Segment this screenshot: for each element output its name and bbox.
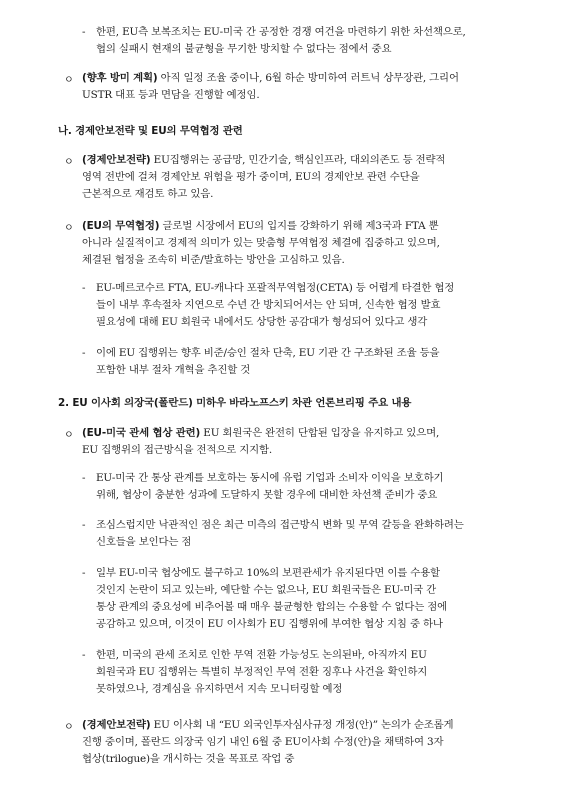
paragraph-line: 근본적으로 재검토 하고 있음. bbox=[82, 188, 214, 200]
paragraph-economic-security bbox=[82, 152, 445, 203]
dash-item-line: EU-미국 간 통상 관계를 보호하는 동시에 유럽 기업과 소비자 이익을 보호하기 bbox=[96, 472, 444, 484]
paragraph-line: 진행 중이며, 폴란드 의장국 임기 내인 6월 중 EU이사회 수정(안)을 채택하여 3자 bbox=[82, 736, 444, 748]
dash-bullet: - bbox=[82, 26, 86, 38]
circle-bullet: ㅇ bbox=[64, 722, 74, 733]
dash-item-retaliation bbox=[82, 24, 466, 58]
paragraph-lead: (경제안보전략) bbox=[82, 154, 151, 166]
paragraph-line: EU 회원국은 완전히 단합된 입장을 유지하고 있으며, bbox=[200, 427, 440, 439]
paragraph-line: 아니라 실질적이고 경제적 의미가 있는 맞춤형 무역협정 체결에 집중하고 있으며, bbox=[82, 237, 440, 249]
dash-bullet: - bbox=[82, 347, 86, 359]
paragraph-line: EU 이사회 내 “EU 외국인투자심사규정 개정(안)” 논의가 순조롭게 bbox=[150, 719, 454, 731]
circle-bullet: ㅇ bbox=[64, 430, 74, 441]
dash-bullet: - bbox=[82, 649, 86, 661]
dash-item-line: 조심스럽지만 낙관적인 점은 최근 미측의 접근방식 변화 및 무역 갈등을 완화하려는 bbox=[96, 519, 464, 531]
dash-item-line: EU-메르코수르 FTA, EU-캐나다 포괄적무역협정(CETA) 등 어렵게 타결한 협정 bbox=[96, 282, 455, 294]
dash-item-universal-tariff bbox=[82, 565, 447, 633]
dash-bullet: - bbox=[82, 567, 86, 579]
dash-item-line: 한편, 미국의 관세 조치로 인한 무역 전환 가능성도 논의된바, 아직까지 EU bbox=[96, 649, 427, 661]
paragraph-line: 협상(trilogue)을 개시하는 것을 목표로 작업 중 bbox=[82, 753, 295, 765]
dash-item-line: 통상 관계의 중요성에 비추어볼 때 매우 불균형한 합의는 수용할 수 없다는 점에 bbox=[96, 601, 448, 613]
dash-item-line: 일부 EU-미국 협상에도 불구하고 10%의 보편관세가 유지된다면 이를 수용할 bbox=[96, 567, 440, 579]
paragraph-lead: (경제안보전략) bbox=[82, 719, 151, 731]
circle-bullet: ㅇ bbox=[64, 223, 74, 234]
dash-item-line: 포함한 내부 절차 개혁을 추진할 것 bbox=[96, 364, 251, 376]
paragraph-line: 체결된 협정을 조속히 비준/발효하는 방안을 고심하고 있음. bbox=[82, 254, 345, 266]
dash-item-optimism bbox=[82, 517, 464, 551]
dash-item-line: 것인지 논란이 되고 있는바, 예단할 수는 없으나, EU 회원국들은 EU-미국 간 bbox=[96, 584, 437, 596]
dash-item-line: 필요성에 대해 EU 회원국 내에서도 상당한 공감대가 형성되어 있다고 생각 bbox=[96, 316, 428, 328]
dash-item-line: 이에 EU 집행위는 향후 비준/승인 절차 단축, EU 기관 간 구조화된 조율 등을 bbox=[96, 347, 440, 359]
dash-bullet: - bbox=[82, 282, 86, 294]
dash-item-line: 협의 실패시 현재의 불균형을 무기한 방치할 수 없다는 점에서 중요 bbox=[96, 43, 392, 55]
dash-bullet: - bbox=[82, 519, 86, 531]
dash-item-line: 위해, 협상이 충분한 성과에 도달하지 못할 경우에 대비한 차선책 준비가 중요 bbox=[96, 489, 438, 501]
dash-item-procedure-reform bbox=[82, 345, 439, 379]
dash-item-line: 회원국과 EU 집행위는 특별히 부정적인 무역 전환 징후나 사건을 확인하지 bbox=[96, 666, 428, 678]
dash-item-line: 들이 내부 후속절차 지연으로 수년 간 방치되어서는 안 되며, 신속한 협정 발효 bbox=[96, 299, 441, 311]
paragraph-visit-plan bbox=[82, 70, 459, 104]
circle-bullet: ㅇ bbox=[64, 157, 74, 168]
paragraph-line: 영역 전반에 걸쳐 경제안보 위험을 평가 중이며, EU의 경제안보 관련 수단을 bbox=[82, 171, 420, 183]
paragraph-lead: (향후 방미 계획) bbox=[82, 72, 158, 84]
dash-item-line: 공감하고 있으며, 이것이 EU 이사회가 EU 집행위에 부여한 협상 지침 중 하나 bbox=[96, 618, 443, 630]
dash-item-contingency bbox=[82, 470, 443, 504]
paragraph-line: EU집행위는 공급망, 민간기술, 핵심인프라, 대외의존도 등 전략적 bbox=[150, 154, 446, 166]
paragraph-tariff-negotiation bbox=[82, 425, 439, 459]
dash-item-ratification bbox=[82, 280, 454, 331]
dash-item-line: 한편, EU측 보복조치는 EU-미국 간 공정한 경쟁 여건을 마련하기 위한 차선책으로, bbox=[96, 26, 466, 38]
paragraph-line: USTR 대표 등과 면담을 진행할 예정임. bbox=[82, 89, 260, 101]
dash-item-line: 신호들을 보인다는 점 bbox=[96, 536, 192, 548]
section-heading-presidency-briefing: 2. EU 이사회 의장국(폴란드) 미하우 바라노프스키 차관 언론브리핑 주요 내용 bbox=[58, 397, 412, 409]
paragraph-line: 아직 일정 조율 중이나, 6월 하순 방미하여 러트닉 상무장관, 그리어 bbox=[157, 72, 459, 84]
paragraph-trade-agreements bbox=[82, 218, 440, 269]
paragraph-lead: (EU-미국 관세 협상 관련) bbox=[82, 427, 201, 439]
dash-bullet: - bbox=[82, 472, 86, 484]
paragraph-investment-screening bbox=[82, 717, 453, 768]
section-heading-economic-security: 나. 경제안보전략 및 EU의 무역협정 관련 bbox=[58, 125, 243, 137]
dash-item-line: 못하였으나, 경계심을 유지하면서 지속 모니터링할 예정 bbox=[96, 683, 343, 695]
dash-item-trade-diversion bbox=[82, 647, 427, 698]
paragraph-line: 글로벌 시장에서 EU의 입지를 강화하기 위해 제3국과 FTA 뿐 bbox=[159, 220, 439, 232]
circle-bullet: ㅇ bbox=[64, 75, 74, 86]
paragraph-lead: (EU의 무역협정) bbox=[82, 220, 160, 232]
paragraph-line: EU 집행위의 접근방식을 전적으로 지지함. bbox=[82, 444, 273, 456]
